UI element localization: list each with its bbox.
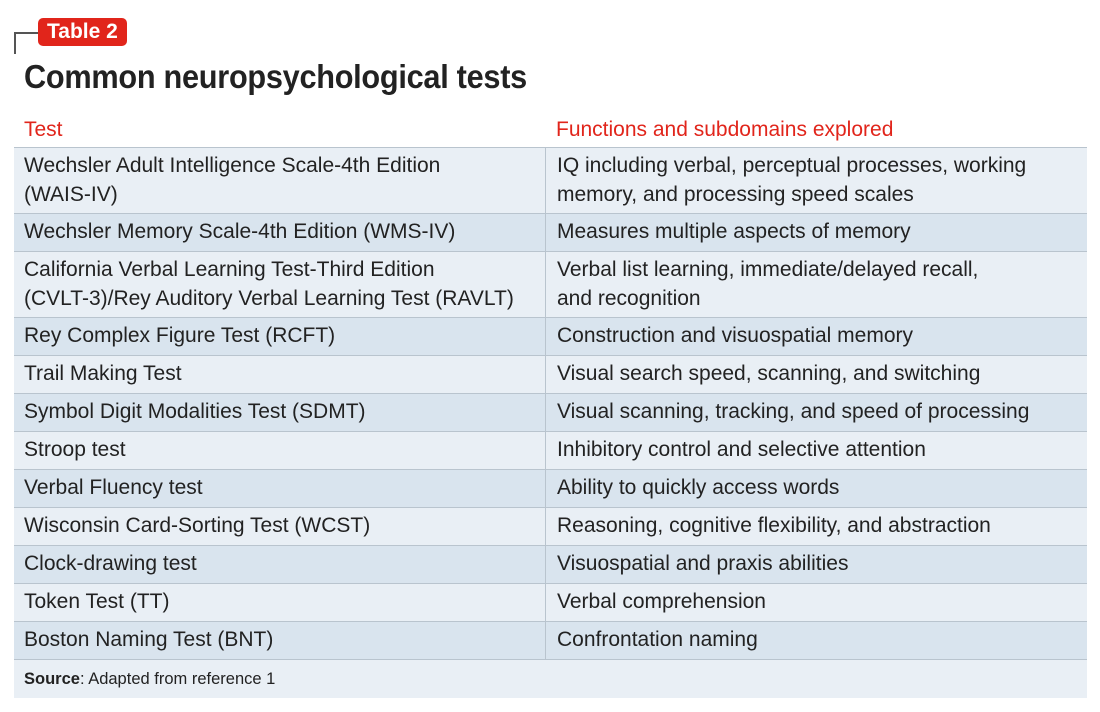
header-test: Test bbox=[24, 117, 63, 141]
table-row bbox=[14, 622, 1087, 660]
source-label: Source bbox=[24, 670, 80, 688]
test-name-line: Wechsler Memory Scale-4th Edition (WMS-IV) bbox=[24, 220, 456, 244]
functions-line: Reasoning, cognitive flexibility, and abstraction bbox=[557, 514, 991, 538]
functions-line: Visual scanning, tracking, and speed of processing bbox=[557, 400, 1030, 424]
table-header-row bbox=[14, 112, 1087, 148]
table-row bbox=[14, 148, 1087, 214]
functions-line: Verbal list learning, immediate/delayed recall, bbox=[557, 258, 979, 281]
test-name-line: California Verbal Learning Test-Third Edition bbox=[24, 258, 435, 281]
functions-line: Inhibitory control and selective attention bbox=[557, 438, 926, 462]
test-name-cell bbox=[14, 470, 545, 507]
functions-cell bbox=[545, 622, 1087, 659]
table-row bbox=[14, 470, 1087, 508]
functions-cell bbox=[545, 432, 1087, 469]
test-name-line: Token Test (TT) bbox=[24, 590, 170, 614]
source-note bbox=[14, 660, 1087, 698]
functions-line: Visual search speed, scanning, and switching bbox=[557, 362, 981, 386]
test-name-line: (CVLT-3)/Rey Auditory Verbal Learning Test (RAVLT) bbox=[24, 286, 514, 310]
test-name-cell bbox=[14, 148, 545, 213]
test-name-cell bbox=[14, 214, 545, 251]
functions-line: Ability to quickly access words bbox=[557, 476, 840, 500]
table-row bbox=[14, 432, 1087, 470]
functions-cell bbox=[545, 470, 1087, 507]
header-functions: Functions and subdomains explored bbox=[556, 117, 894, 141]
table-row bbox=[14, 252, 1087, 318]
functions-cell bbox=[545, 318, 1087, 355]
test-name-line: Symbol Digit Modalities Test (SDMT) bbox=[24, 400, 366, 424]
functions-line: Measures multiple aspects of memory bbox=[557, 220, 911, 244]
functions-line: memory, and processing speed scales bbox=[557, 182, 914, 206]
test-name-cell bbox=[14, 356, 545, 393]
test-name-cell bbox=[14, 584, 545, 621]
functions-cell bbox=[545, 508, 1087, 545]
test-name-line: Rey Complex Figure Test (RCFT) bbox=[24, 324, 336, 348]
functions-line: Construction and visuospatial memory bbox=[557, 324, 913, 348]
table-row bbox=[14, 214, 1087, 252]
test-name-line: (WAIS-IV) bbox=[24, 182, 118, 206]
test-name-line: Clock-drawing test bbox=[24, 552, 197, 576]
table-badge: Table 2 bbox=[38, 18, 127, 46]
test-name-cell bbox=[14, 546, 545, 583]
functions-line: Visuospatial and praxis abilities bbox=[557, 552, 849, 576]
functions-line: Confrontation naming bbox=[557, 628, 758, 652]
test-name-cell bbox=[14, 622, 545, 659]
table-title: Common neuropsychological tests bbox=[24, 58, 527, 95]
functions-line: IQ including verbal, perceptual processes, working bbox=[557, 154, 1027, 177]
functions-line: Verbal comprehension bbox=[557, 590, 766, 614]
test-name-line: Wisconsin Card-Sorting Test (WCST) bbox=[24, 514, 371, 538]
table-row bbox=[14, 508, 1087, 546]
table-row bbox=[14, 394, 1087, 432]
corner-bracket bbox=[14, 32, 40, 54]
tests-table bbox=[14, 112, 1087, 698]
test-name-cell bbox=[14, 508, 545, 545]
table-row bbox=[14, 584, 1087, 622]
functions-cell bbox=[545, 214, 1087, 251]
functions-cell bbox=[545, 394, 1087, 431]
functions-line: and recognition bbox=[557, 286, 701, 310]
table-row bbox=[14, 546, 1087, 584]
test-name-line: Verbal Fluency test bbox=[24, 476, 203, 500]
test-name-cell bbox=[14, 394, 545, 431]
test-name-cell bbox=[14, 252, 545, 317]
test-name-line: Trail Making Test bbox=[24, 362, 182, 386]
functions-cell bbox=[545, 584, 1087, 621]
functions-cell bbox=[545, 546, 1087, 583]
test-name-line: Wechsler Adult Intelligence Scale-4th Edition bbox=[24, 154, 441, 177]
table-body bbox=[14, 148, 1087, 660]
functions-cell bbox=[545, 252, 1087, 317]
table-row bbox=[14, 318, 1087, 356]
test-name-cell bbox=[14, 318, 545, 355]
test-name-line: Boston Naming Test (BNT) bbox=[24, 628, 274, 652]
source-text: : Adapted from reference 1 bbox=[79, 670, 276, 688]
test-name-line: Stroop test bbox=[24, 438, 126, 462]
table-row bbox=[14, 356, 1087, 394]
functions-cell bbox=[545, 148, 1087, 213]
test-name-cell bbox=[14, 432, 545, 469]
functions-cell bbox=[545, 356, 1087, 393]
